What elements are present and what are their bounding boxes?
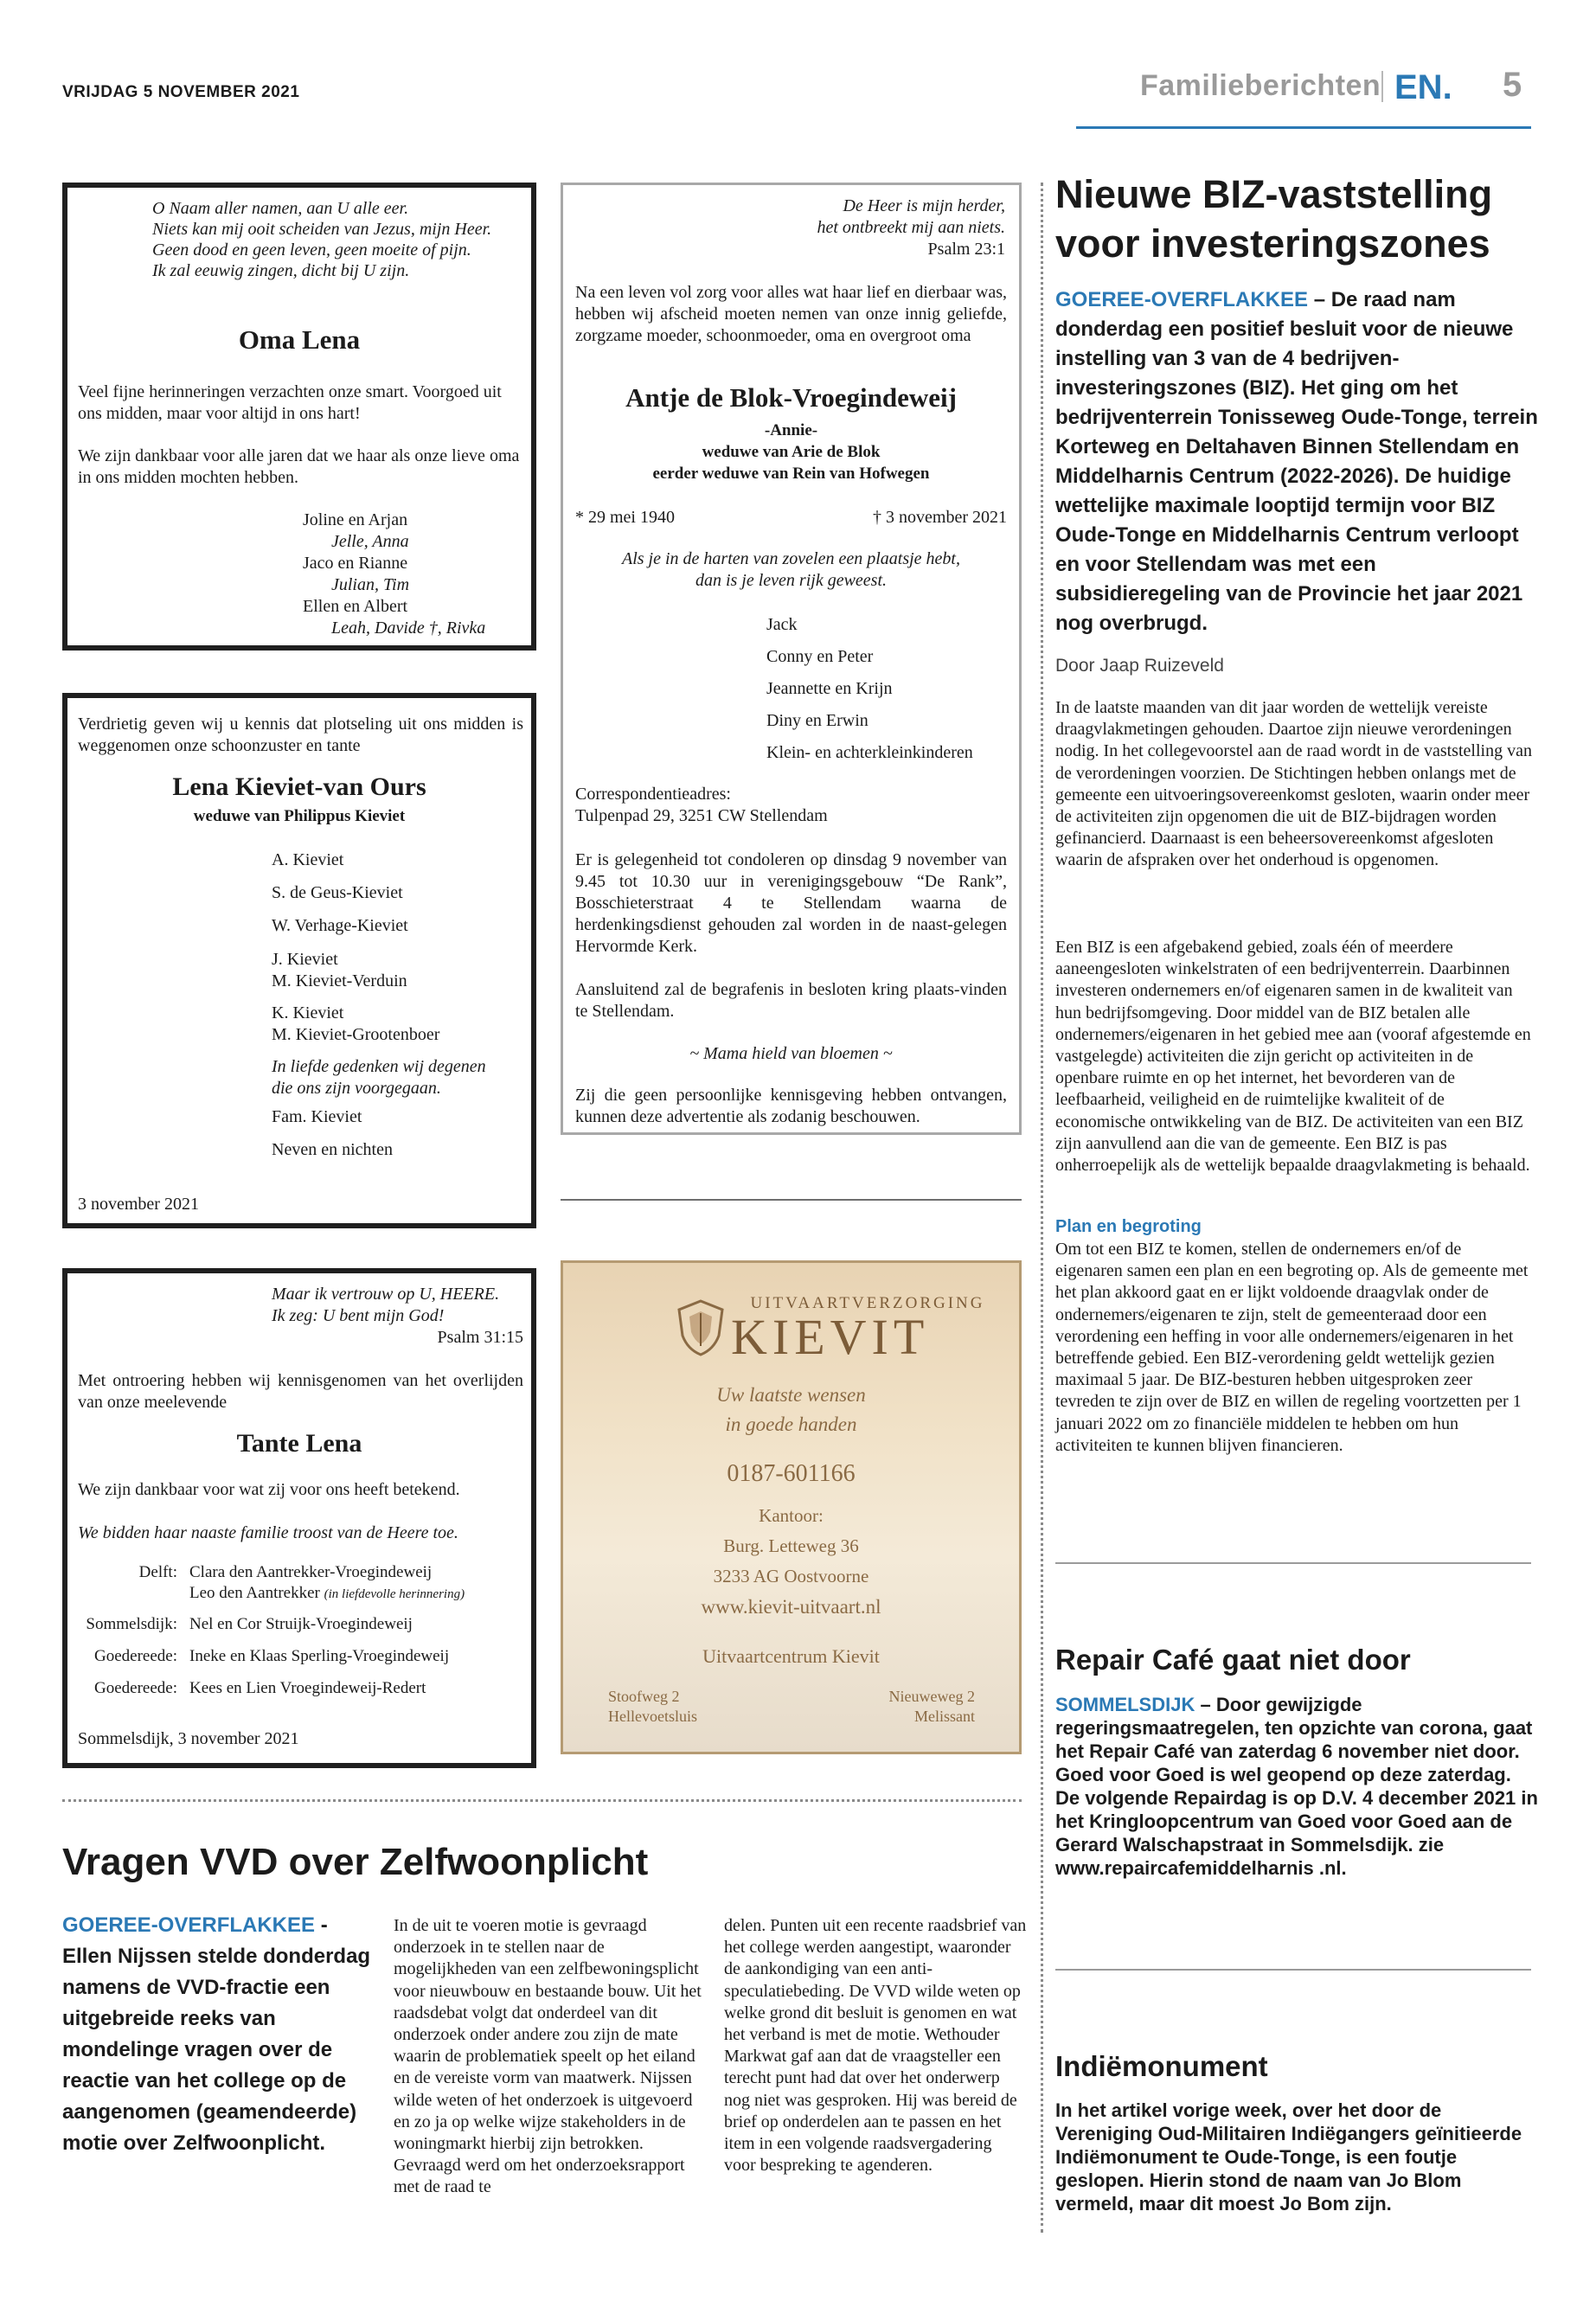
biz-paragraph-2: Een BIZ is een afgebakend gebied, zoals één of meerdere aaneengesloten winkelstraten of een bedrijventerrein. Daarbinnen investeren ondernemers en/of eigenaren samen in de kwaliteit van hun bedrijfsomgeving. Door middel van de BIZ betalen alle ondernemers/eigenaren in het gebied mee aan (vooraf afgestemde en vastgelegde) activiteiten die zijn gericht op activiteiten in de openbare ruimte en op het internet, het bevorderen van de leefbaarheid, veiligheid en de ruimtelijke kwaliteit of de economische ontwikkeling van de BIZ. De activiteiten van een BIZ zijn aanvullend aan die van de gemeente. Een BIZ is pas onherroepelijk als de wettelijk bepaalde draagvlakmeting is behaald. [1055, 938, 1531, 1176]
antje-died: † 3 november 2021 [873, 508, 1007, 527]
antje-intro: Na een leven vol zorg voor alles wat haar lief en dierbaar was, hebben wij afscheid moeten nemen van onze innig geliefde, zorgzame moeder, schoonmoeder, oma en overgroot oma [575, 283, 1007, 345]
family-name: Ellen en Albert [303, 597, 408, 616]
biz-lead [1055, 285, 1540, 638]
antje-family [766, 609, 1017, 769]
crest-icon [674, 1298, 727, 1358]
place-names: Kees en Lien Vroegindeweij-Redert [189, 1679, 426, 1697]
ad-center: Uitvaartcentrum Kievit [702, 1645, 880, 1667]
family-name: S. de Geus-Kieviet [272, 883, 403, 902]
oma-lena-poem [152, 198, 533, 281]
kieviet-subtitle: weduwe van Philippus Kieviet [193, 807, 406, 825]
place-note: (in liefdevolle herinnering) [324, 1587, 465, 1601]
tante-psalm: Psalm 31:15 [437, 1328, 523, 1347]
verse-line: De Heer is mijn herder, [843, 196, 1005, 215]
right-address-line: Melissant [914, 1708, 975, 1725]
family-name: Jaco en Rianne [303, 554, 408, 573]
verse-psalm: Psalm 23:1 [927, 240, 1005, 259]
slogan-line: Uw laatste wensen [716, 1384, 866, 1406]
article-divider [1055, 1562, 1531, 1564]
family-children: Jelle, Anna [331, 532, 409, 551]
family-name: Jack [766, 615, 798, 634]
left-address-line: Stoofweg 2 [608, 1688, 680, 1705]
right-address-line: Nieuweweg 2 [888, 1688, 975, 1705]
repair-kicker: SOMMELSDIJK [1055, 1694, 1195, 1715]
antje-born: * 29 mei 1940 [575, 508, 675, 527]
en-logo-text: EN. [1394, 68, 1452, 104]
ad-brand: KIEVIT [731, 1309, 930, 1365]
header-rule [1076, 126, 1531, 129]
tante-name: Tante Lena [236, 1429, 362, 1458]
family-children: Leah, Davide †, Rivka [331, 619, 486, 638]
office-label: Kantoor: [759, 1505, 824, 1526]
antje-titles [563, 420, 1019, 484]
place-row [78, 1562, 531, 1583]
column-separator [1041, 183, 1043, 2233]
indie-text: In het artikel vorige week, over het door de Vereniging Oud-Militairen Indiëgangers geïnitieerde Indiëmonument te Oude-Tonge, is een foutje geslopen. Hierin stond de naam van Jo Blom vermeld, maar dit moest Jo Bom zijn. [1055, 2099, 1522, 2214]
section-title: Familieberichten [1140, 69, 1381, 102]
ad-left-address [608, 1687, 798, 1727]
memory-line: In liefde gedenken wij degenen [272, 1057, 486, 1076]
place-row [78, 1614, 531, 1635]
tante-thanks: We zijn dankbaar voor wat zij voor ons heeft betekend. [78, 1480, 460, 1499]
antje-condolence: Er is gelegenheid tot condoleren op dinsdag 9 november van 9.45 tot 10.30 uur in verenigingsgebouw “De Rank”, Bosschieterstraat 4 te Stellendam waarna de herdenkingsdienst gehouden zal worden in de naast-gelegen Hervormde Kerk. [575, 850, 1007, 956]
ad-label: UITVAARTVERZORGING [750, 1294, 985, 1312]
family-name: M. Kieviet-Verduin [272, 971, 407, 990]
section-separator [62, 1799, 1022, 1802]
ad-kievit [561, 1260, 1022, 1754]
oma-lena-name: Oma Lena [238, 324, 361, 355]
address-line: Tulpenpad 29, 3251 CW Stellendam [575, 806, 828, 825]
oma-lena-text1: Veel fijne herinneringen verzachten onze smart. Voorgoed uit ons midden, maar voor altijd in ons hart! [78, 382, 502, 423]
antje-verse [736, 195, 1005, 260]
notice-antje-de-blok [561, 183, 1022, 1135]
antje-nickname: -Annie- [764, 421, 818, 439]
vvd-column-3: delen. Punten uit een recente raadsbrief van het college werden aangestipt, waaronder de aankondiging van een anti-speculatiebeding. De VVD wilde weten op welke grond dit besluit is genomen en wat het verband is met de motie. Wethouder Markwat gaf aan dat de vraagsteller een terecht punt had dat over het onderwerp nog niet was gesproken. Hij was bereid de brief op onderdelen aan te passen en het item in een volgende raadsvergadering voor bespreking te agenderen. [724, 1916, 1027, 2176]
memory-line: die ons zijn voorgegaan. [272, 1079, 441, 1098]
family-name: Jeannette en Krijn [766, 679, 893, 698]
biz-byline: Door Jaap Ruizeveld [1055, 656, 1224, 676]
antje-widow2: eerder weduwe van Rein van Hofwegen [652, 465, 930, 483]
family-name: W. Verhage-Kieviet [272, 916, 408, 935]
verse-line: Ik zeg: U bent mijn God! [272, 1306, 445, 1325]
left-address-line: Hellevoetsluis [608, 1708, 697, 1725]
family-name: M. Kieviet-Grootenboer [272, 1025, 440, 1044]
page-number: 5 [1503, 66, 1522, 104]
kieviet-intro: Verdrietig geven wij u kennis dat plotseling uit ons midden is weggenomen onze schoonzuster en tante [78, 715, 523, 755]
antje-motto: ~ Mama hield van bloemen ~ [689, 1044, 893, 1063]
family-name: Joline en Arjan [303, 510, 408, 529]
antje-closing: Zij die geen persoonlijke kennisgeving hebben ontvangen, kunnen deze advertentie als zodanig beschouwen. [575, 1086, 1007, 1126]
family-name: Conny en Peter [766, 647, 874, 666]
address-label: Correspondentieadres: [575, 785, 731, 804]
office-street: Burg. Letteweg 36 [723, 1535, 859, 1556]
quote-line: Als je in de harten van zovelen een plaatsje hebt, [621, 549, 960, 568]
kieviet-date: 3 november 2021 [78, 1195, 199, 1214]
place-names: Nel en Cor Struijk-Vroegindeweij [189, 1615, 413, 1633]
family-name: Diny en Erwin [766, 711, 869, 730]
oma-lena-family [303, 510, 528, 639]
notice-tante-lena [62, 1268, 536, 1768]
en-logo [1394, 67, 1462, 104]
notice-oma-lena [62, 183, 536, 651]
quote-line: dan is je leven rijk geweest. [695, 571, 888, 590]
tante-verse [272, 1284, 522, 1327]
poem-line: Ik zal eeuwig zingen, dicht bij U zijn. [152, 261, 410, 280]
place-row [78, 1646, 531, 1667]
ad-right-address [785, 1687, 975, 1727]
oma-lena-text2: We zijn dankbaar voor alle jaren dat we haar als onze lieve oma in ons midden mochten hebben. [78, 446, 520, 487]
header-separator [1381, 71, 1383, 102]
place-name [78, 1583, 177, 1605]
place-name: Goedereede: [94, 1679, 177, 1697]
office-city: 3233 AG Oostvoorne [713, 1566, 869, 1586]
tante-prayer: We bidden haar naaste familie troost van de Heere toe. [78, 1523, 458, 1542]
family-name: J. Kieviet [272, 950, 338, 969]
place-name: Sommelsdijk: [86, 1615, 177, 1633]
repair-lead [1055, 1693, 1540, 1880]
biz-paragraph-3: Om tot een BIZ te komen, stellen de ondernemers en/of de eigenaren samen een plan en een begroting op. Als de gemeente met het plan akkoord gaat en er lijkt voldoende draagvlak onder de ondernemers/eigenaren te zijn, stelt de gemeenteraad door een verordening een heffing in voor alle ondernemers/eigenaren in het betreffende gebied. Een BIZ-verordening geldt wettelijk gezien maximaal 5 jaar. De BIZ-besturen hebben uitgesproken zeer tevreden te zijn over de BIZ en willen de regeling voortzetten per 1 januari 2022 om zo financiële middelen te hebben om hun activiteiten te kunnen blijven financieren. [1055, 1240, 1529, 1455]
place-name: Delft: [138, 1563, 177, 1581]
poem-line: Geen dood en geen leven, geen moeite of pijn. [152, 240, 471, 260]
family-children: Julian, Tim [331, 575, 410, 594]
repair-lead-text: – Door gewijzigde regeringsmaatregelen, ten opzichte van corona, gaat het Repair Café van zaterdag 6 november niet door. Goed voor Goed is wel geopend op deze zaterdag. De volgende Repairdag is op D.V. 4 december 2021 in het Kringloopcentrum van Goed voor Goed aan de Gerard Walschapstraat in Sommelsdijk. zie www.repaircafemiddelharnis .nl. [1055, 1694, 1538, 1879]
vvd-lead-text: - Ellen Nijssen stelde donderdag namens de VVD-fractie een uitgebreide reeks van mondelinge vragen over de reactie van het college op de aangenomen (geamendeerde) motie over Zelfwoonplicht. [62, 1913, 371, 2155]
vvd-lead [62, 1910, 372, 2159]
family-name: Klein- en achterkleinkinderen [766, 743, 973, 762]
header-date: VRIJDAG 5 NOVEMBER 2021 [62, 83, 300, 101]
kieviet-name: Lena Kieviet-van Ours [172, 772, 426, 801]
indie-headline: Indiëmonument [1055, 2050, 1268, 2082]
antje-burial: Aansluitend zal de begrafenis in besloten kring plaats-vinden te Stellendam. [575, 980, 1007, 1021]
antje-widow1: weduwe van Arie de Blok [702, 443, 881, 461]
vvd-headline: Vragen VVD over Zelfwoonplicht [62, 1841, 649, 1883]
repair-headline: Repair Café gaat niet door [1055, 1644, 1411, 1676]
slogan-line: in goede handen [725, 1413, 857, 1435]
tante-footer: Sommelsdijk, 3 november 2021 [78, 1729, 299, 1748]
ad-phone: 0187-601166 [727, 1460, 856, 1487]
ad-slogan [563, 1381, 1019, 1439]
vvd-column-2: In de uit te voeren motie is gevraagd onderzoek in te stellen naar de mogelijkheden van een zelfbewoningsplicht voor nieuwbouw en bestaande bouw. Uit het raadsdebat volgt dat onderdeel van dit onderzoek onder andere zou zijn de mate waarin de problematiek speelt op het eiland en de vereiste vorm van maatwerk. Nijssen wilde weten of het onderzoek is uitgevoerd en zo ja op welke wijze stakeholders in de woningmarkt hierbij zijn betrokken. Gevraagd werd om het onderzoeksrapport met de raad te [394, 1916, 702, 2197]
place-names: Ineke en Klaas Sperling-Vroegindeweij [189, 1647, 450, 1665]
biz-kicker: GOEREE-OVERFLAKKEE [1055, 288, 1309, 311]
fam-signature: Fam. Kieviet [272, 1107, 362, 1126]
place-names: Clara den Aantrekker-Vroegindeweij [189, 1563, 433, 1581]
article-divider [1055, 1969, 1531, 1971]
antje-name: Antje de Blok-Vroegindeweij [625, 382, 957, 413]
family-name: K. Kieviet [272, 1003, 344, 1022]
place-names: Leo den Aantrekker [189, 1584, 320, 1602]
nephews-signature: Neven en nichten [272, 1140, 393, 1159]
tante-intro: Met ontroering hebben wij kennisgenomen van het overlijden van onze meelevende [78, 1371, 523, 1412]
place-row [78, 1678, 531, 1699]
biz-headline: Nieuwe BIZ-vaststelling voor investeringszones [1055, 172, 1493, 266]
notice-lena-kieviet [62, 693, 536, 1228]
verse-line: Maar ik vertrouw op U, HEERE. [272, 1285, 500, 1304]
antje-quote [563, 548, 1019, 592]
antje-address [575, 784, 1007, 827]
ad-office [563, 1501, 1019, 1622]
tante-places [78, 1562, 531, 1699]
biz-lead-text: – De raad nam donderdag een positief besluit voor de nieuwe instelling van 3 van de 4 bedrijven-investeringszones (BIZ). Het ging om het bedrijventerrein Tonisseweg Oude-Tonge, terrein Korteweg en Deltahaven Binnen Stellendam en Middelharnis Centrum (2022-2026). De huidige wettelijke maximale looptijd termijn voor BIZ Oude-Tonge en Middelharnis Centrum verloopt en voor Stellendam was met een subsidieregeling van de Provincie het jaar 2021 nog overbrugd. [1055, 288, 1538, 635]
office-web[interactable]: www.kievit-uitvaart.nl [701, 1596, 881, 1618]
place-name: Goedereede: [94, 1647, 177, 1665]
vvd-kicker: GOEREE-OVERFLAKKEE [62, 1913, 316, 1937]
family-name: A. Kieviet [272, 850, 344, 869]
poem-line: O Naam aller namen, aan U alle eer. [152, 199, 409, 218]
biz-subhead: Plan en begroting [1055, 1217, 1202, 1236]
place-row [78, 1583, 531, 1605]
biz-paragraph-1: In de laatste maanden van dit jaar worden de wettelijk vereiste draagvlakmetingen gehouden. Daartoe zijn nieuwe verordeningen nodig. In het collegevoorstel aan de raad wordt in de vaststelling van de verordeningen voorzien. De Stichtingen hebben onlangs met de gemeente een uitvoeringsovereenkomst gesloten, waarin onder meer de activiteiten zijn opgenomen die uit de BIZ-bijdragen worden gefinancierd. Daarnaast is een beheersovereenkomst afgesloten waarin de afspraken over het onderhoud is opgenomen. [1055, 698, 1532, 870]
poem-line: Niets kan mij ooit scheiden van Jezus, mijn Heer. [152, 220, 492, 239]
kieviet-family [272, 843, 522, 1166]
column-divider [561, 1199, 1022, 1201]
verse-line: het ontbreekt mij aan niets. [817, 218, 1005, 237]
